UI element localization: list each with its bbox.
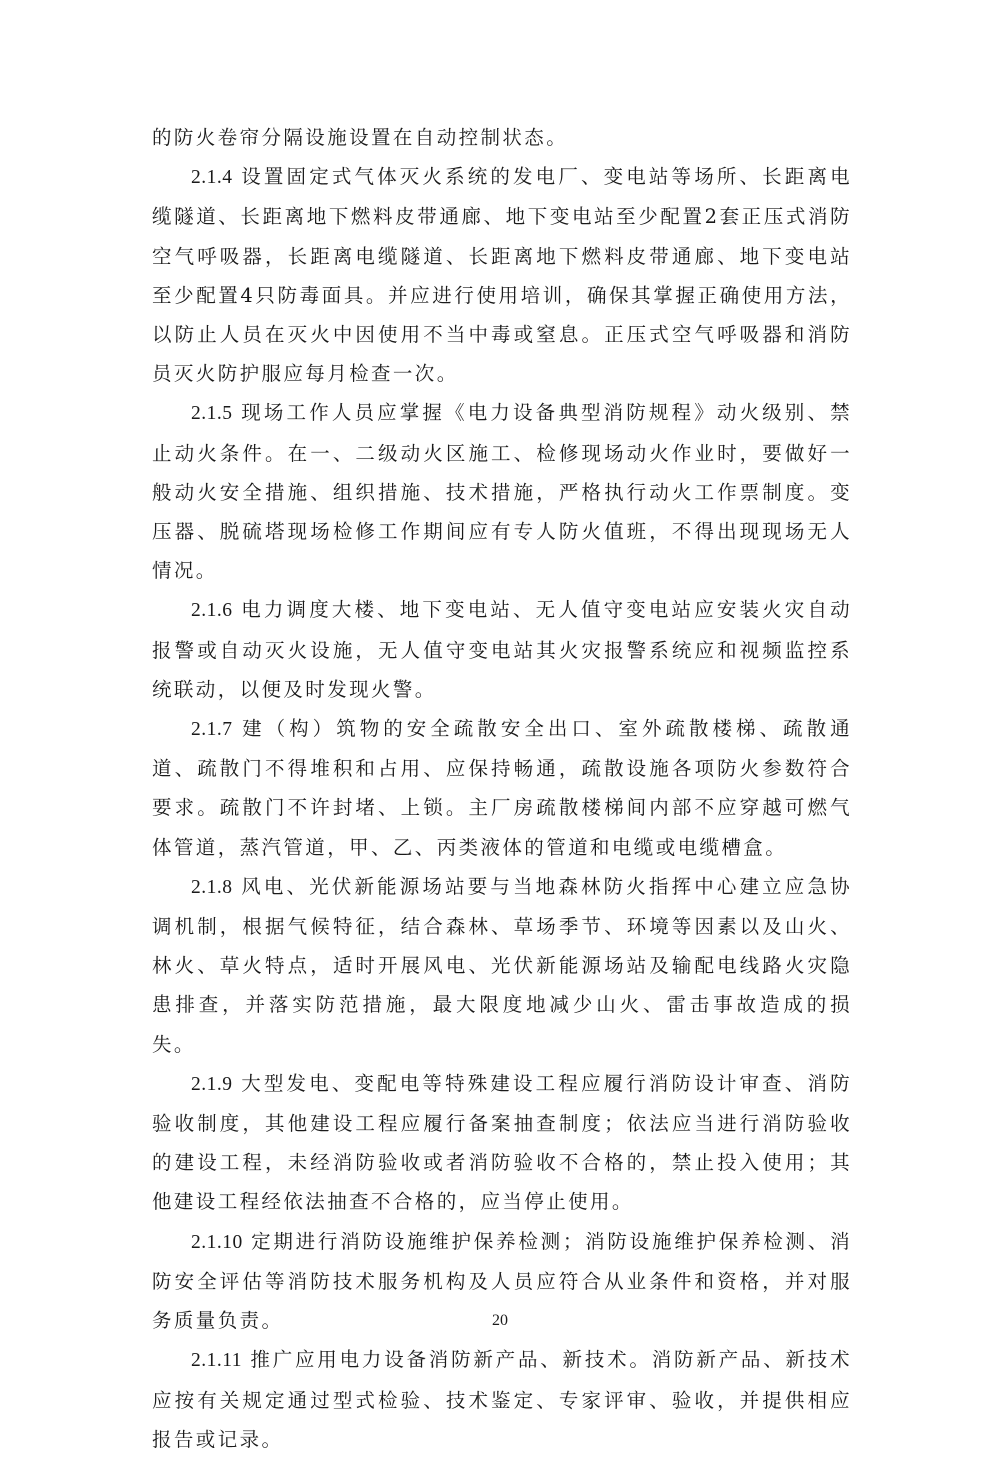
paragraph-2-1-8	[152, 867, 852, 1064]
paragraph-text: 电力调度大楼、地下变电站、无人值守变电站应安装火灾自动报警或自动灭火设施，无人值守变电站其火灾报警系统应和视频监控系统联动，以便及时发现火警。	[152, 598, 852, 701]
paragraph-text: 大型发电、变配电等特殊建设工程应履行消防设计审查、消防验收制度，其他建设工程应履行备案抽查制度；依法应当进行消防验收的建设工程，未经消防验收或者消防验收不合格的，禁止投入使用；其他建设工程经依法抽查不合格的，应当停止使用。	[152, 1071, 852, 1214]
paragraph-text: 推广应用电力设备消防新产品、新技术。消防新产品、新技术应按有关规定通过型式检验、技术鉴定、专家评审、验收，并提供相应报告或记录。	[152, 1348, 852, 1451]
clause-number: 2.1.6	[191, 600, 233, 622]
paragraph-text: 风电、光伏新能源场站要与当地森林防火指挥中心建立应急协调机制，根据气候特征，结合森林、草场季节、环境等因素以及山火、林火、草火特点，适时开展风电、光伏新能源场站及输配电线路火灾隐患排查，并落实防范措施，最大限度地减少山火、雷击事故造成的损失。	[152, 874, 852, 1056]
clause-number: 2.1.10	[191, 1231, 243, 1253]
paragraph-2-1-6	[152, 590, 852, 709]
paragraph-text: 建（构）筑物的安全疏散安全出口、室外疏散楼梯、疏散通道、疏散门不得堆积和占用、应保持畅通，疏散设施各项防火参数符合要求。疏散门不许封堵、上锁。主厂房疏散楼梯间内部不应穿越可燃气体管道，蒸汽管道，甲、乙、丙类液体的管道和电缆或电缆槽盒。	[152, 717, 852, 859]
clause-number: 2.1.8	[191, 876, 233, 898]
clause-number: 2.1.5	[191, 403, 233, 425]
document-body	[152, 118, 852, 1459]
paragraph-text: 现场工作人员应掌握《电力设备典型消防规程》动火级别、禁止动火条件。在一、二级动火区施工、检修现场动火作业时，要做好一般动火安全措施、组织措施、技术措施，严格执行动火工作票制度。变压器、脱硫塔现场检修工作期间应有专人防火值班，不得出现现场无人情况。	[152, 401, 852, 583]
page-number: 20	[492, 1312, 508, 1329]
paragraph-2-1-4	[152, 157, 852, 393]
clause-number: 2.1.11	[191, 1350, 243, 1372]
paragraph-2-1-11	[152, 1340, 852, 1459]
clause-number: 2.1.9	[191, 1073, 233, 1095]
clause-number: 2.1.7	[191, 719, 233, 741]
paragraph-text: 设置固定式气体灭火系统的发电厂、变电站等场所、长距离电缆隧道、长距离地下燃料皮带通廊、地下变电站至少配置2套正压式消防空气呼吸器，长距离电缆隧道、长距离地下燃料皮带通廊、地下变电站至少配置4只防毒面具。并应进行使用培训，确保其掌握正确使用方法，以防止人员在灭火中因使用不当中毒或窒息。正压式空气呼吸器和消防员灭火防护服应每月检查一次。	[152, 165, 852, 386]
paragraph-continuation	[152, 118, 852, 157]
paragraph-2-1-5	[152, 393, 852, 590]
paragraph-2-1-7	[152, 709, 852, 867]
paragraph-2-1-9	[152, 1064, 852, 1222]
paragraph-text: 的防火卷帘分隔设施设置在自动控制状态。	[152, 126, 569, 149]
paragraph-text: 定期进行消防设施维护保养检测；消防设施维护保养检测、消防安全评估等消防技术服务机构及人员应符合从业条件和资格，并对服务质量负责。	[152, 1229, 852, 1333]
clause-number: 2.1.4	[191, 167, 233, 189]
